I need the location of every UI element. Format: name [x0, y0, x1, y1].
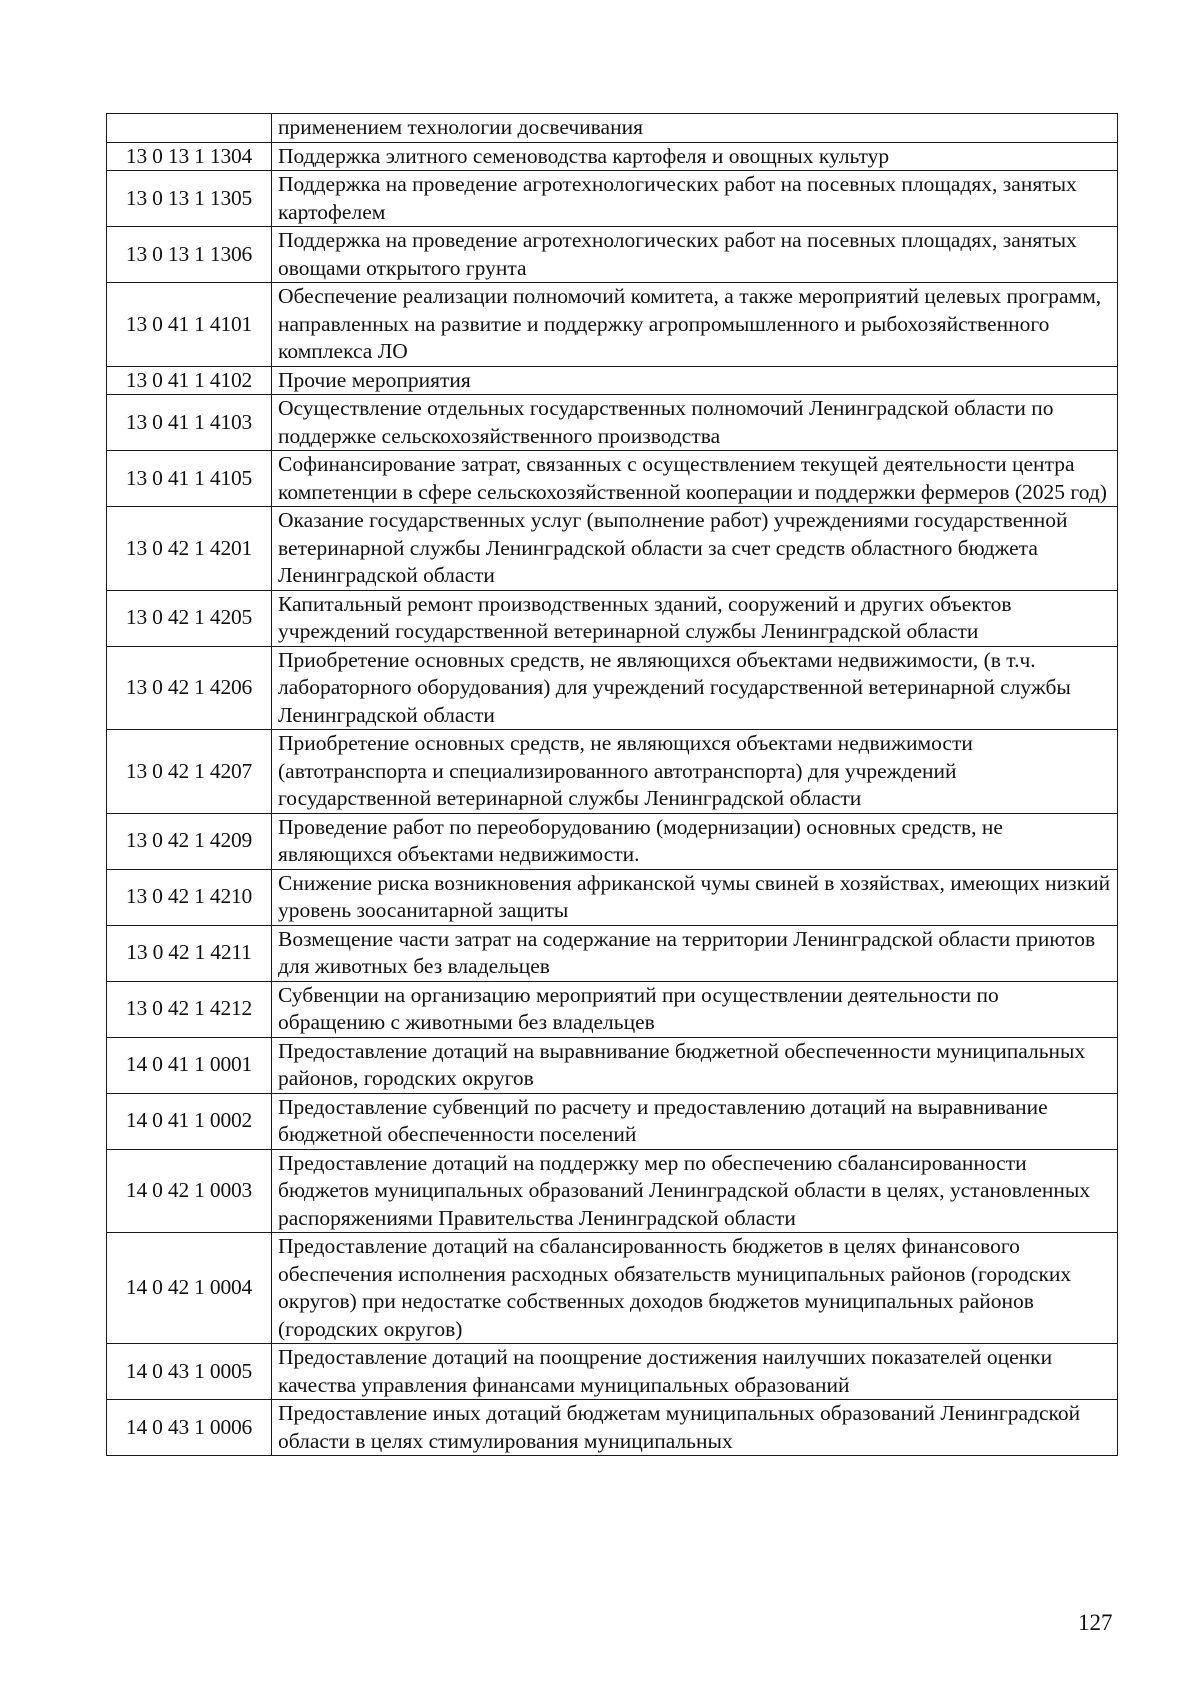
row-code-cell: 14 0 41 1 0001: [107, 1037, 272, 1093]
row-description-cell: Предоставление дотаций на сбалансированность бюджетов в целях финансового обеспечения исполнения расходных обязательств муниципальных районов (городских округов) при недостатке собственных доходов бюджетов муниципальных районов (городских округов): [272, 1233, 1118, 1344]
table-row: [107, 869, 1118, 925]
table-row: [107, 451, 1118, 507]
budget-code-table: [106, 113, 1118, 1456]
row-description-cell: Предоставление дотаций на выравнивание бюджетной обеспеченности муниципальных районов, городских округов: [272, 1037, 1118, 1093]
table-row: [107, 142, 1118, 171]
row-code-cell: 13 0 41 1 4103: [107, 395, 272, 451]
row-code-cell: 14 0 42 1 0003: [107, 1149, 272, 1233]
row-code-cell: 13 0 42 1 4205: [107, 590, 272, 646]
table-row: [107, 283, 1118, 367]
row-code-cell: 13 0 42 1 4212: [107, 981, 272, 1037]
table-row: [107, 646, 1118, 730]
table-row: [107, 1037, 1118, 1093]
table-row: [107, 813, 1118, 869]
row-description-cell: Проведение работ по переоборудованию (модернизации) основных средств, не являющихся объектами недвижимости.: [272, 813, 1118, 869]
table-row: [107, 1400, 1118, 1456]
table-row: [107, 730, 1118, 814]
row-description-cell: Поддержка на проведение агротехнологических работ на посевных площадях, занятых картофелем: [272, 171, 1118, 227]
table-row: [107, 114, 1118, 143]
row-description-cell: Капитальный ремонт производственных зданий, сооружений и других объектов учреждений государственной ветеринарной службы Ленинградской области: [272, 590, 1118, 646]
table-row: [107, 395, 1118, 451]
table-row: [107, 1149, 1118, 1233]
row-code-cell: 13 0 41 1 4102: [107, 366, 272, 395]
row-description-cell: Снижение риска возникновения африканской чумы свиней в хозяйствах, имеющих низкий уровень зоосанитарной защиты: [272, 869, 1118, 925]
table-row: [107, 366, 1118, 395]
table-body: [107, 114, 1118, 1456]
row-code-cell: 14 0 42 1 0004: [107, 1233, 272, 1344]
row-code-cell: 13 0 41 1 4101: [107, 283, 272, 367]
table-row: [107, 590, 1118, 646]
row-code-cell: 13 0 42 1 4211: [107, 925, 272, 981]
table-row: [107, 925, 1118, 981]
row-description-cell: Обеспечение реализации полномочий комитета, а также мероприятий целевых программ, направленных на развитие и поддержку агропромышленного и рыбохозяйственного комплекса ЛО: [272, 283, 1118, 367]
row-description-cell: Софинансирование затрат, связанных с осуществлением текущей деятельности центра компетенции в сфере сельскохозяйственной кооперации и поддержки фермеров (2025 год): [272, 451, 1118, 507]
table-row: [107, 507, 1118, 591]
row-code-cell: 13 0 42 1 4201: [107, 507, 272, 591]
row-code-cell: 13 0 13 1 1304: [107, 142, 272, 171]
row-description-cell: Поддержка на проведение агротехнологических работ на посевных площадях, занятых овощами открытого грунта: [272, 227, 1118, 283]
row-description-cell: Осуществление отдельных государственных полномочий Ленинградской области по поддержке сельскохозяйственного производства: [272, 395, 1118, 451]
row-description-cell: Предоставление дотаций на поддержку мер по обеспечению сбалансированности бюджетов муниципальных образований Ленинградской области в целях, установленных распоряжениями Правительства Ленинградской области: [272, 1149, 1118, 1233]
row-code-cell: 13 0 42 1 4210: [107, 869, 272, 925]
row-code-cell: 14 0 43 1 0006: [107, 1400, 272, 1456]
row-description-cell: Поддержка элитного семеноводства картофеля и овощных культур: [272, 142, 1118, 171]
table-row: [107, 981, 1118, 1037]
row-code-cell: 13 0 13 1 1305: [107, 171, 272, 227]
row-code-cell: [107, 114, 272, 143]
row-description-cell: Оказание государственных услуг (выполнение работ) учреждениями государственной ветеринарной службы Ленинградской области за счет средств областного бюджета Ленинградской области: [272, 507, 1118, 591]
row-description-cell: Субвенции на организацию мероприятий при осуществлении деятельности по обращению с животными без владельцев: [272, 981, 1118, 1037]
row-code-cell: 13 0 41 1 4105: [107, 451, 272, 507]
row-description-cell: Прочие мероприятия: [272, 366, 1118, 395]
table-row: [107, 1093, 1118, 1149]
row-code-cell: 14 0 41 1 0002: [107, 1093, 272, 1149]
page-number: 127: [1078, 1610, 1113, 1635]
table-row: [107, 227, 1118, 283]
row-code-cell: 13 0 13 1 1306: [107, 227, 272, 283]
row-description-cell: применением технологии досвечивания: [272, 114, 1118, 143]
row-code-cell: 13 0 42 1 4207: [107, 730, 272, 814]
row-code-cell: 14 0 43 1 0005: [107, 1344, 272, 1400]
table-row: [107, 1233, 1118, 1344]
table-row: [107, 171, 1118, 227]
row-code-cell: 13 0 42 1 4206: [107, 646, 272, 730]
row-description-cell: Приобретение основных средств, не являющихся объектами недвижимости, (в т.ч. лабораторного оборудования) для учреждений государственной ветеринарной службы Ленинградской области: [272, 646, 1118, 730]
table-row: [107, 1344, 1118, 1400]
row-description-cell: Возмещение части затрат на содержание на территории Ленинградской области приютов для животных без владельцев: [272, 925, 1118, 981]
row-description-cell: Приобретение основных средств, не являющихся объектами недвижимости (автотранспорта и специализированного автотранспорта) для учреждений государственной ветеринарной службы Ленинградской области: [272, 730, 1118, 814]
row-code-cell: 13 0 42 1 4209: [107, 813, 272, 869]
row-description-cell: Предоставление дотаций на поощрение достижения наилучших показателей оценки качества управления финансами муниципальных образований: [272, 1344, 1118, 1400]
row-description-cell: Предоставление иных дотаций бюджетам муниципальных образований Ленинградской области в целях стимулирования муниципальных: [272, 1400, 1118, 1456]
row-description-cell: Предоставление субвенций по расчету и предоставлению дотаций на выравнивание бюджетной обеспеченности поселений: [272, 1093, 1118, 1149]
